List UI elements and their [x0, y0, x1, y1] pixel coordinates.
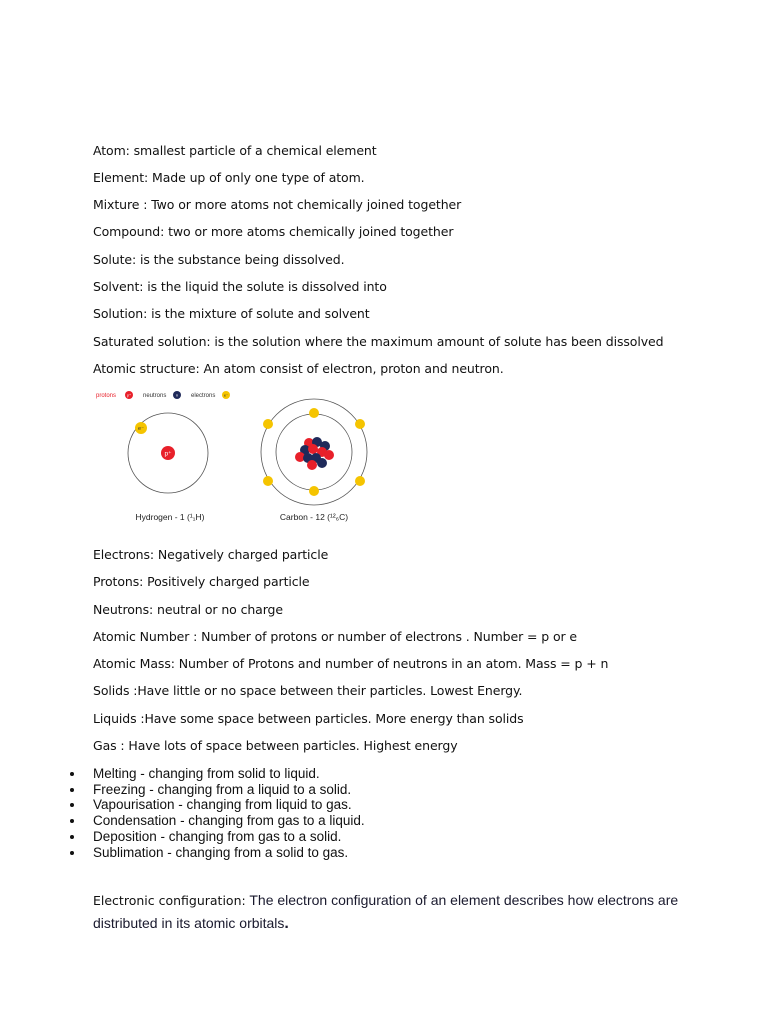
- list-item: Sublimation - changing from a solid to gas.: [70, 845, 365, 861]
- electronic-configuration-text: The electron configuration of an element describes how electrons are distributed in its atomic orbitals: [93, 892, 679, 931]
- legend-proton-symbol: p⁺: [126, 392, 132, 398]
- particle-electrons: Electrons: Negatively charged particle: [93, 547, 329, 562]
- bullet-icon: [70, 803, 74, 807]
- definition-solution: Solution: is the mixture of solute and solvent: [93, 306, 370, 321]
- legend-electron-symbol: e⁻: [223, 392, 229, 398]
- list-item: Vapourisation - changing from liquid to gas.: [70, 797, 365, 813]
- bullet-icon: [70, 851, 74, 855]
- bullet-icon: [70, 772, 74, 776]
- list-item: Freezing - changing from a liquid to a solid.: [70, 782, 365, 798]
- state-gas: Gas : Have lots of space between particles. Highest energy: [93, 738, 458, 753]
- particle-protons: Protons: Positively charged particle: [93, 574, 310, 589]
- state-changes-list: [70, 766, 365, 860]
- list-item: Condensation - changing from gas to a liquid.: [70, 813, 365, 829]
- particle-neutrons: Neutrons: neutral or no charge: [93, 602, 283, 617]
- carbon-atom: [261, 399, 367, 505]
- legend-protons: protons: [96, 393, 117, 399]
- definition-solute: Solute: is the substance being dissolved.: [93, 252, 345, 267]
- hydrogen-proton-symbol: p⁺: [164, 450, 172, 458]
- hydrogen-electron-symbol: e⁻: [138, 426, 144, 432]
- definition-solvent: Solvent: is the liquid the solute is dissolved into: [93, 279, 387, 294]
- hydrogen-atom: [128, 413, 208, 493]
- bullet-icon: [70, 819, 74, 823]
- diagram-legend: [96, 391, 230, 399]
- state-liquids: Liquids :Have some space between particles. More energy than solids: [93, 711, 524, 726]
- state-solids: Solids :Have little or no space between their particles. Lowest Energy.: [93, 683, 523, 698]
- electronic-configuration-period: .: [284, 915, 289, 932]
- legend-neutron-symbol: n: [175, 392, 179, 398]
- list-item: Melting - changing from solid to liquid.: [70, 766, 365, 782]
- definition-compound: Compound: two or more atoms chemically joined together: [93, 224, 454, 239]
- definition-saturated-solution: Saturated solution: is the solution where the maximum amount of solute has been dissolved: [93, 334, 664, 349]
- atomic-number: Atomic Number : Number of protons or number of electrons . Number = p or e: [93, 629, 577, 644]
- atom-diagram: [93, 386, 383, 526]
- hydrogen-caption: Hydrogen - 1 (¹₁H): [135, 512, 205, 522]
- bullet-icon: [70, 835, 74, 839]
- atomic-mass: Atomic Mass: Number of Protons and number of neutrons in an atom. Mass = p + n: [93, 656, 609, 671]
- definition-mixture: Mixture : Two or more atoms not chemically joined together: [93, 197, 462, 212]
- definition-element: Element: Made up of only one type of atom.: [93, 170, 365, 185]
- electronic-configuration: [93, 889, 693, 935]
- definition-atom: Atom: smallest particle of a chemical element: [93, 143, 377, 158]
- definition-atomic-structure: Atomic structure: An atom consist of electron, proton and neutron.: [93, 361, 504, 376]
- bullet-icon: [70, 788, 74, 792]
- carbon-nucleus: [295, 437, 334, 470]
- list-item: Deposition - changing from gas to a solid.: [70, 829, 365, 845]
- carbon-caption: Carbon - 12 (¹²₆C): [279, 512, 349, 522]
- legend-neutrons: neutrons: [143, 393, 167, 399]
- legend-electrons: electrons: [191, 393, 216, 399]
- electronic-configuration-label: Electronic configuration:: [93, 893, 246, 908]
